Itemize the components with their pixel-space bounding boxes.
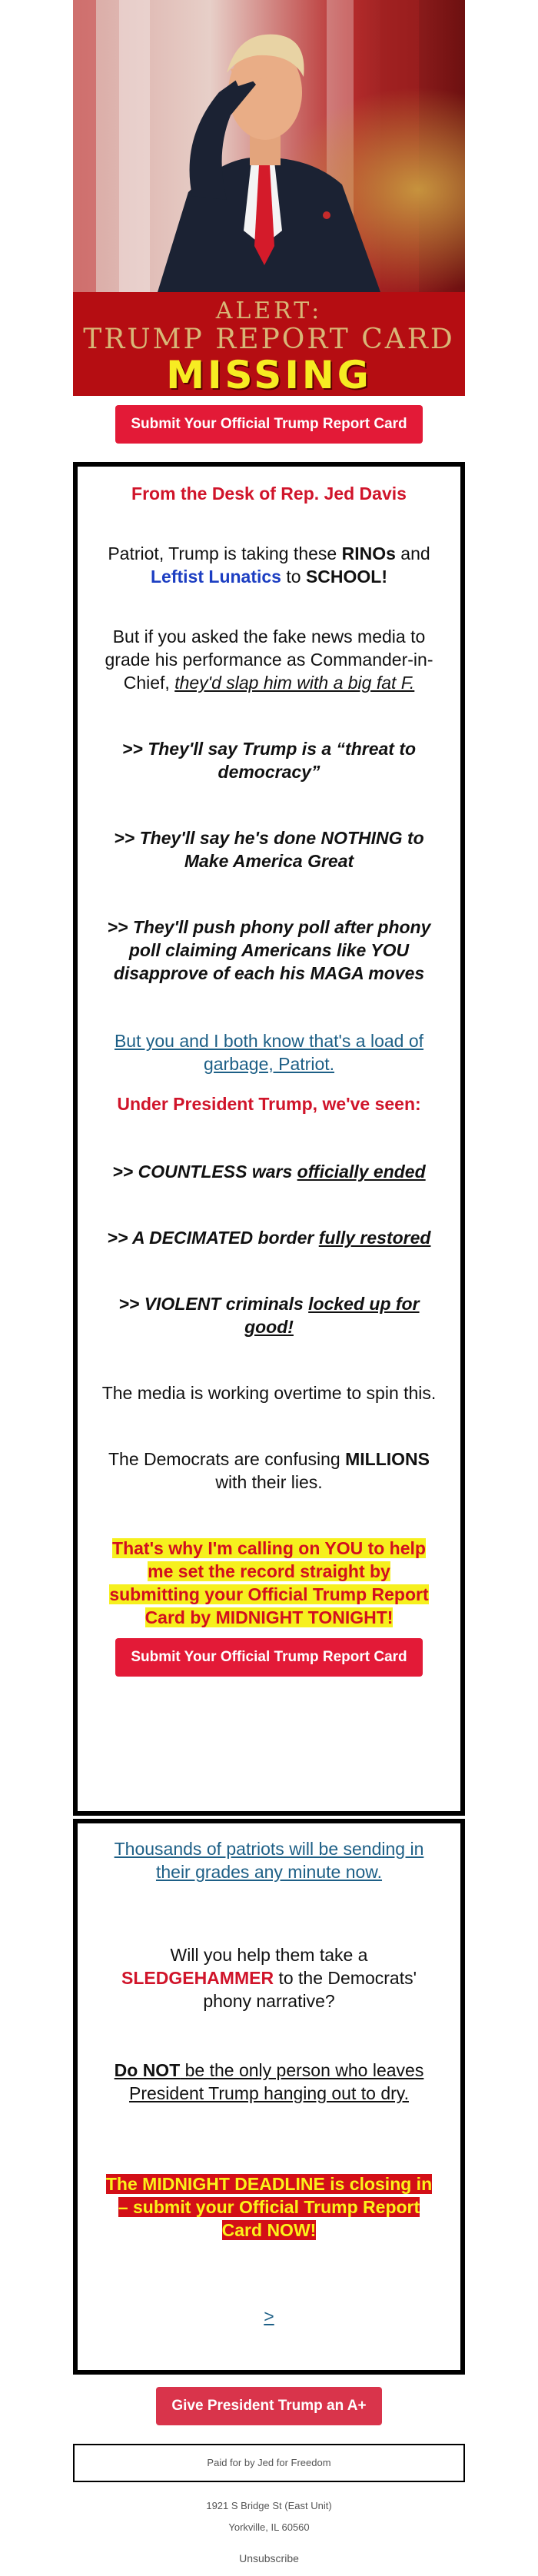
alert-banner (73, 292, 465, 396)
seen-heading: Under President Trump, we've seen: (117, 1094, 421, 1114)
text: But if you asked the fake news media to grade his performance as Commander-in-Chief, (105, 627, 433, 693)
arrow-link[interactable]: > (264, 2306, 274, 2326)
paragraph-democrats (101, 1448, 437, 1494)
paragraph-school (101, 542, 437, 588)
school-text: SCHOOL! (305, 567, 387, 587)
sledgehammer-text: SLEDGEHAMMER (121, 1968, 274, 1988)
text: to (281, 567, 306, 587)
hero-image[interactable] (73, 0, 465, 292)
bullet-criminals (101, 1292, 437, 1338)
millions-text: MILLIONS (345, 1449, 430, 1469)
second-box (73, 1819, 465, 2375)
text: with their lies. (215, 1472, 323, 1492)
paragraph-sledgehammer (101, 1943, 437, 2013)
footer-cta-row (73, 2387, 465, 2444)
from-heading: From the Desk of Rep. Jed Davis (131, 484, 407, 504)
paragraph-fake-news (101, 625, 437, 694)
garbage-link[interactable]: But you and I both know that's a load of garbage, Patriot. (114, 1031, 424, 1074)
text: The Democrats are confusing (108, 1449, 346, 1469)
submit-report-card-button-2[interactable]: Submit Your Official Trump Report Card (115, 1638, 422, 1677)
unsubscribe-link[interactable]: Unsubscribe (239, 2552, 299, 2564)
box1-cta-row (101, 1638, 437, 1677)
deadline-highlight: The MIDNIGHT DEADLINE is closing in – submit your Official Trump Report Card NOW! (105, 2174, 433, 2240)
give-a-plus-button[interactable]: Give President Trump an A+ (156, 2387, 381, 2425)
banner-report-card: TRUMP REPORT CARD (83, 324, 455, 355)
bullet-border (101, 1226, 437, 1249)
saluting-man-photo-icon (73, 0, 465, 292)
paragraph-calling (101, 1537, 437, 1629)
text: >> A DECIMATED border (107, 1228, 319, 1248)
do-not-text: Do NOT (114, 2060, 181, 2080)
bullet-wars (101, 1160, 437, 1183)
paid-for-notice: Paid for by Jed for Freedom (73, 2444, 465, 2482)
text: >> COUNTLESS wars (112, 1162, 297, 1182)
paragraph-deadline (101, 2172, 437, 2242)
submit-report-card-button[interactable]: Submit Your Official Trump Report Card (115, 405, 422, 444)
address-line-1: 1921 S Bridge St (East Unit) (206, 2500, 332, 2511)
highlighted-text: That's why I'm calling on YOU to help me set the record straight by submitting your Official Trump Report Card by MIDNIGHT TONIGHT! (109, 1538, 429, 1627)
text: be the only person who leaves President Trump hanging out to dry. (129, 2060, 424, 2103)
bullet-threat: >> They'll say Trump is a “threat to democracy” (121, 739, 417, 782)
bullet-nothing: >> They'll say he's done NOTHING to Make America Great (114, 828, 424, 871)
underlined-text: locked up for good! (244, 1294, 420, 1337)
underlined-text: officially ended (297, 1162, 426, 1182)
banner-alert: ALERT: (215, 297, 323, 324)
paragraph-do-not (101, 2059, 437, 2105)
text: Will you help them take a (170, 1945, 368, 1965)
text: >> VIOLENT criminals (118, 1294, 309, 1314)
text: to the Democrats' phony narrative? (203, 1968, 417, 2011)
top-cta-row (73, 396, 465, 453)
bullet-polls: >> They'll push phony poll after phony poll claiming Americans like YOU disapprove of each his MAGA moves (107, 917, 431, 983)
thousands-link[interactable]: Thousands of patriots will be sending in their grades any minute now. (114, 1839, 424, 1882)
address-line-2: Yorkville, IL 60560 (228, 2521, 310, 2533)
letter-box (73, 462, 465, 1816)
text: Patriot, Trump is taking these (108, 543, 342, 563)
banner-missing: MISSING (166, 353, 372, 397)
big-fat-f-text: they'd slap him with a big fat F. (174, 673, 415, 693)
email-container (73, 0, 465, 2576)
rinos-text: RINOs (341, 543, 396, 563)
leftist-text: Leftist Lunatics (151, 567, 281, 587)
paragraph-media: The media is working overtime to spin this. (101, 1383, 437, 1403)
text: and (395, 543, 430, 563)
underlined-text: fully restored (318, 1228, 431, 1248)
